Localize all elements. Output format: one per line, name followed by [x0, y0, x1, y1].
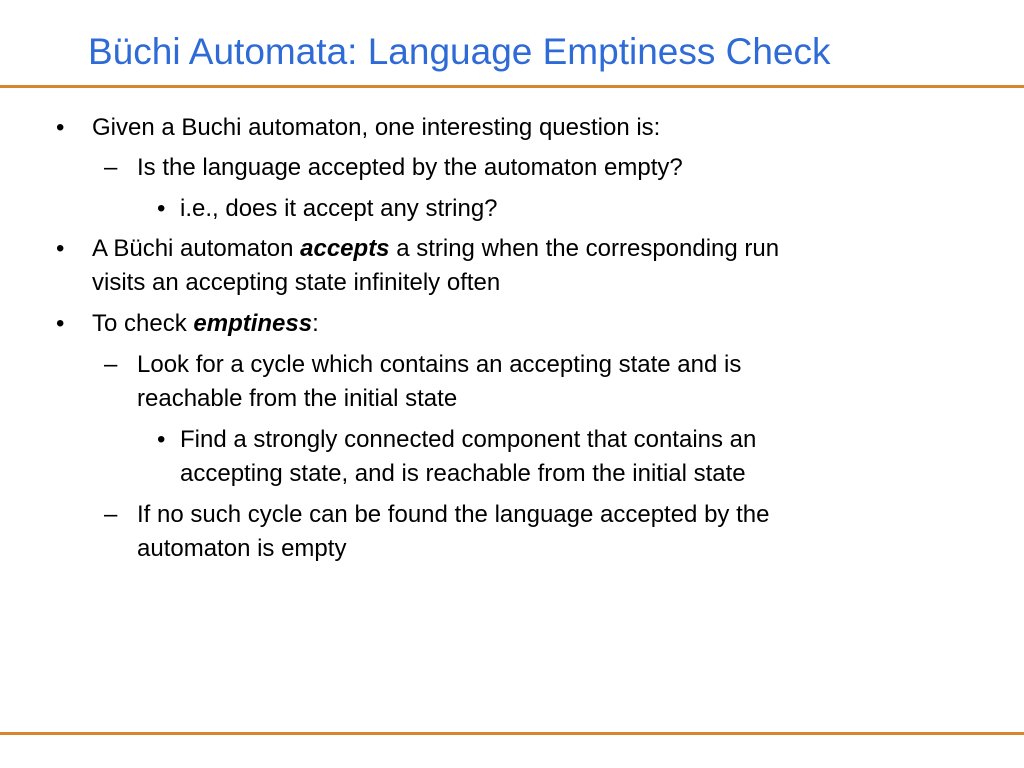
bullet-3-sub-1-sub-1-line-1: Find a strongly connected component that contains an — [180, 426, 757, 453]
slide-title: Büchi Automata: Language Emptiness Check — [88, 31, 831, 72]
bullet-3-text-after: : — [312, 310, 319, 337]
bullet-3-line-1 — [92, 307, 319, 341]
bullet-marker: • — [56, 235, 65, 262]
bullet-3-sub-1-line-1: Look for a cycle which contains an accepting state and is — [137, 351, 742, 378]
dash-marker: – — [104, 501, 118, 528]
bullet-2-text-after: a string when the corresponding run — [389, 235, 780, 262]
bullet-1-text: Given a Buchi automaton, one interesting question is: — [92, 114, 661, 141]
bullet-1-sub-1-text: Is the language accepted by the automaton empty? — [137, 154, 683, 181]
bullet-2-line-2: visits an accepting state infinitely often — [92, 269, 501, 296]
bullet-marker: • — [56, 310, 65, 337]
bullet-3-sub-2-line-1: If no such cycle can be found the language accepted by the — [137, 501, 770, 528]
bullet-3-sub-1-line-2: reachable from the initial state — [137, 385, 458, 412]
dash-marker: – — [104, 154, 118, 181]
bullet-3-sub-1-sub-1-line-2: accepting state, and is reachable from the initial state — [180, 460, 746, 487]
bullet-2-line-1 — [92, 232, 779, 266]
bullet-3-text-before: To check — [92, 310, 194, 337]
dash-marker: – — [104, 351, 118, 378]
bullet-2-emphasis: accepts — [300, 235, 390, 262]
bullet-3-emphasis: emptiness — [193, 310, 313, 337]
bullet-2-text-before: A Büchi automaton — [92, 235, 301, 262]
bullet-marker: • — [56, 114, 65, 141]
bullet-marker: • — [157, 195, 166, 222]
bullet-3-sub-2-line-2: automaton is empty — [137, 535, 347, 562]
bullet-marker: • — [157, 426, 166, 453]
bottom-divider — [0, 732, 1024, 735]
bullet-1-sub-1-sub-1-text: i.e., does it accept any string? — [180, 195, 498, 222]
